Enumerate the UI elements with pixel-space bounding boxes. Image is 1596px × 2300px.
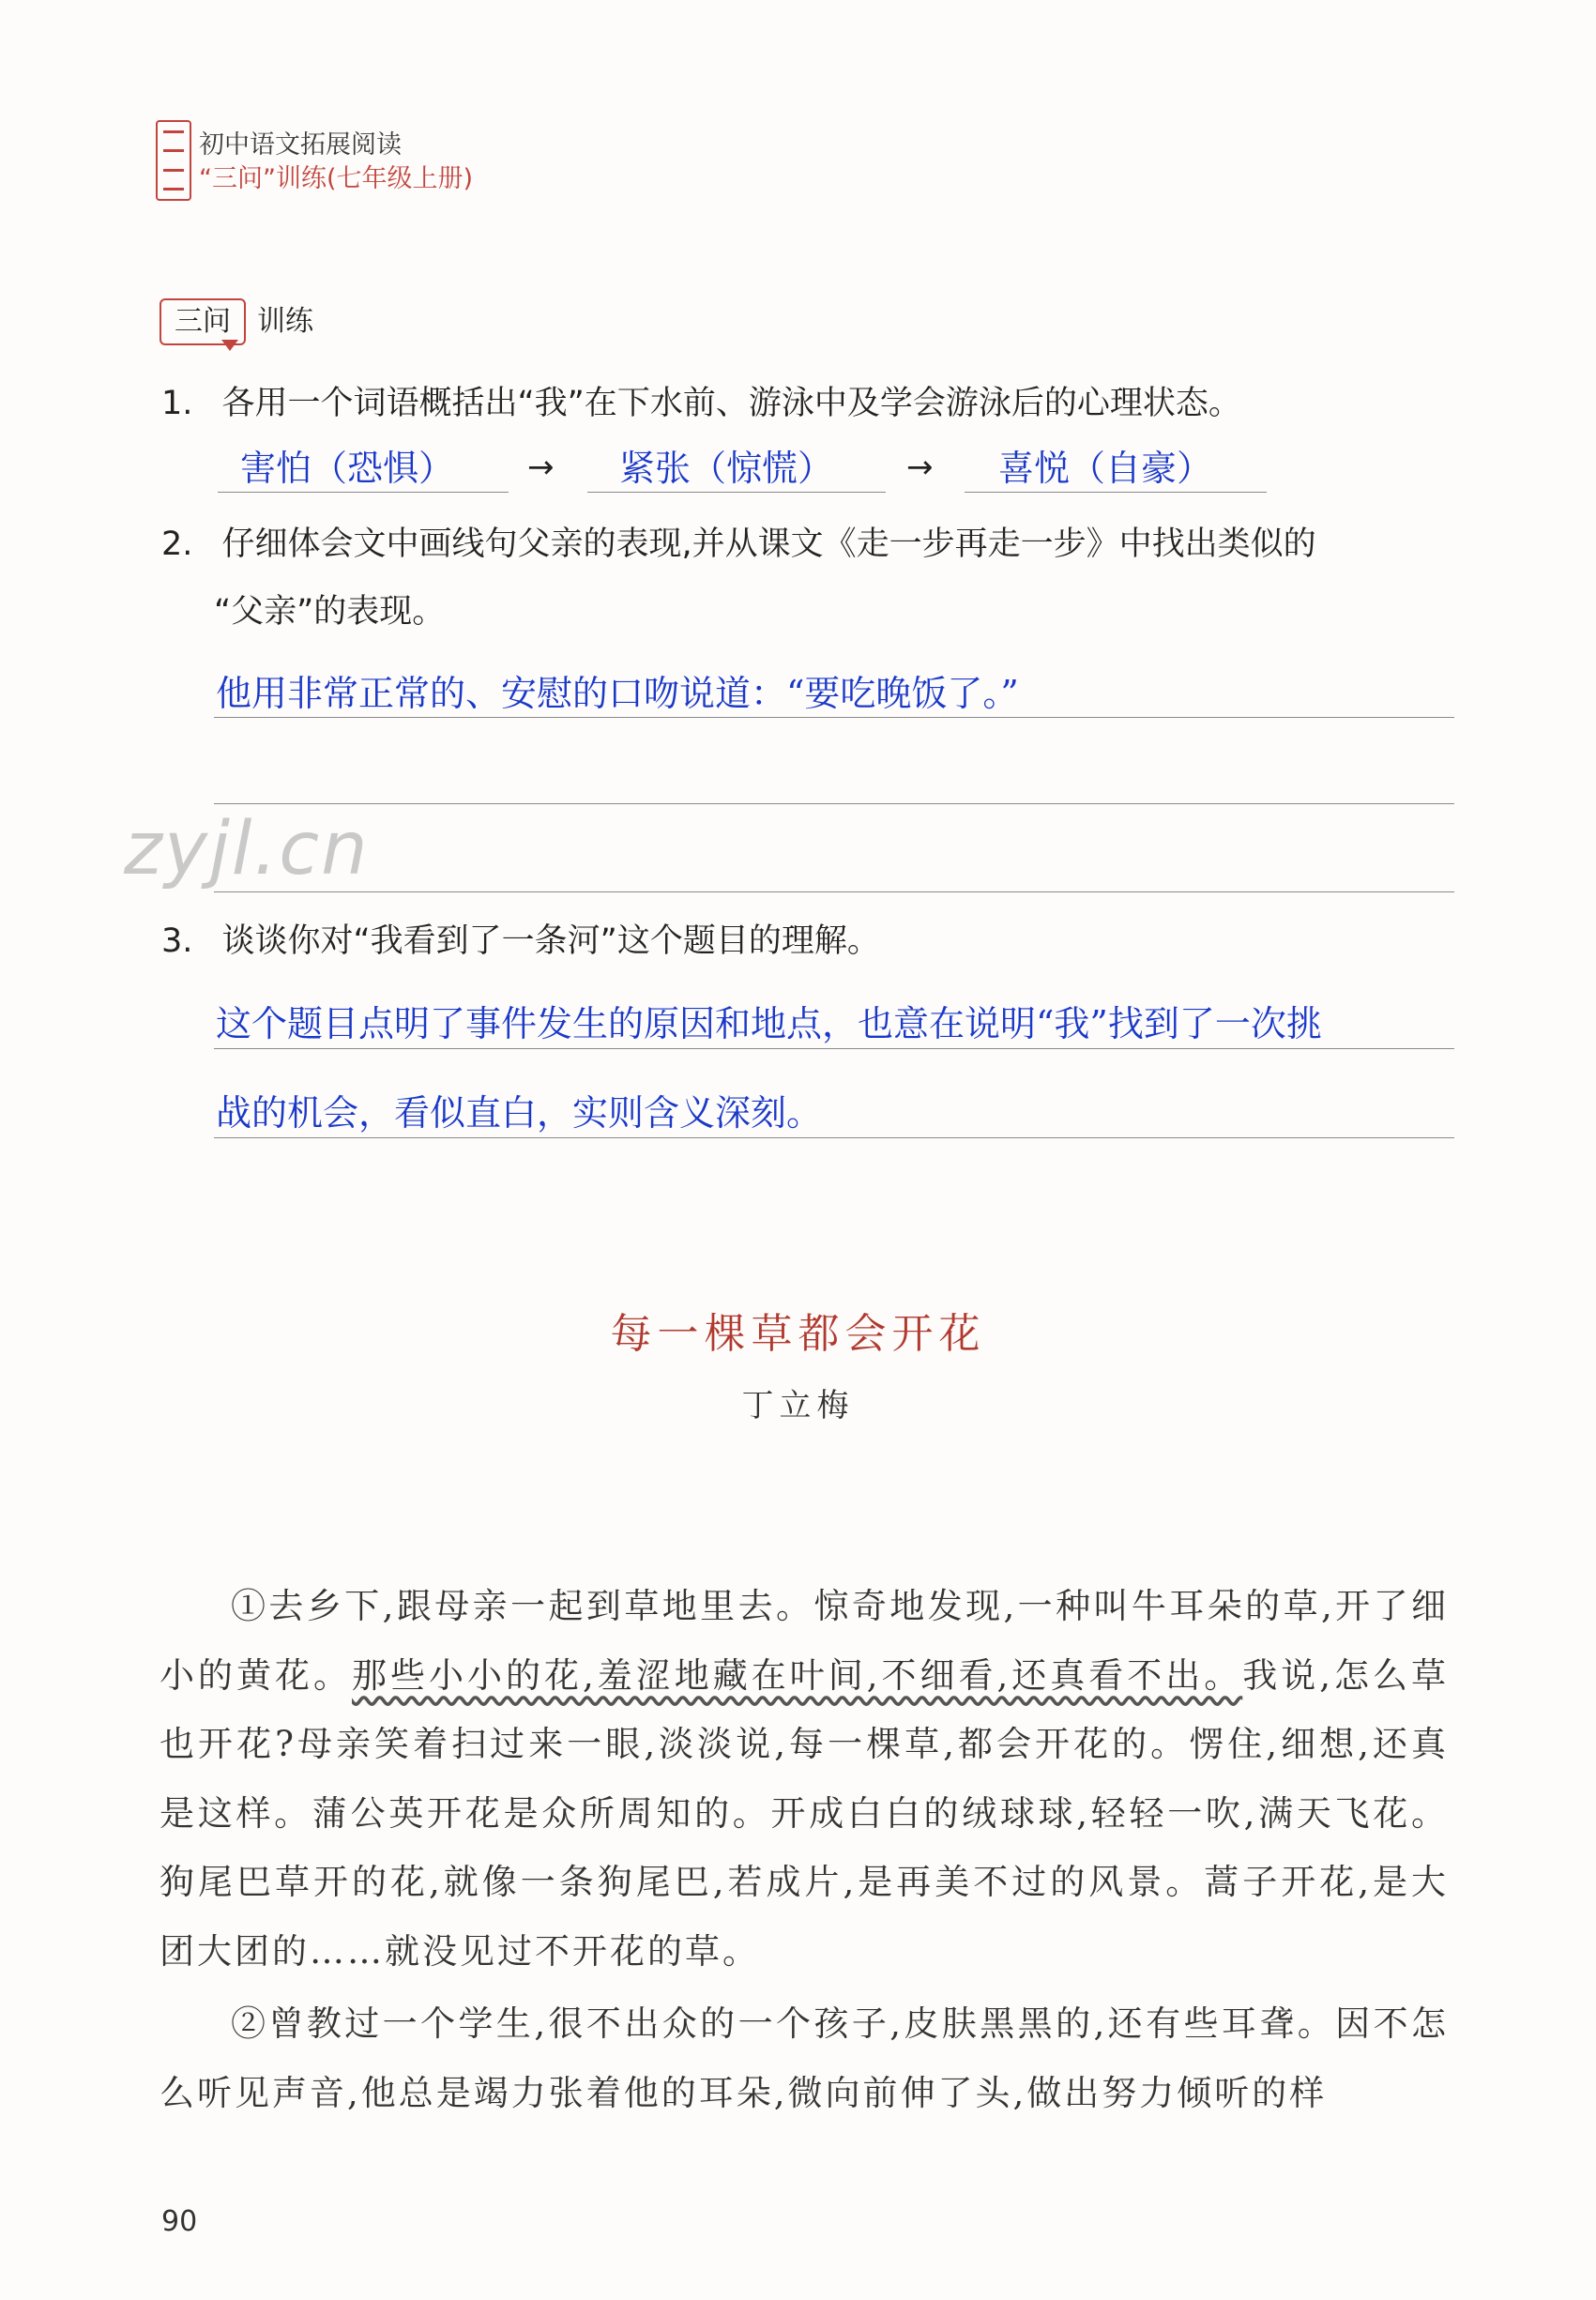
answer-line: [214, 803, 1454, 804]
answer-line: [214, 717, 1454, 718]
answer-line: [587, 492, 886, 493]
question-2: [161, 521, 1316, 568]
answer-line: [965, 492, 1267, 493]
article-paragraph-1: [160, 1572, 1449, 1986]
question-text: 各用一个词语概括出“我”在下水前、游泳中及学会游泳后的心理状态。: [221, 385, 1241, 422]
answer-1b: 紧张（惊慌）: [619, 448, 834, 489]
answer-line: [214, 1137, 1454, 1138]
article-author: 丁立梅: [741, 1387, 855, 1424]
paragraph-text: ①去乡下,跟母亲一起到草地里去。惊奇地发现,一种叫牛耳朵的草,开了细小的黄花。: [160, 1586, 1449, 1696]
arrow-icon: →: [527, 449, 555, 486]
question-number: 3.: [161, 922, 193, 960]
answer-line: [214, 891, 1454, 892]
book-title: “三问”训练(七年级上册): [199, 164, 474, 193]
paragraph-text: 我说,怎么草也开花?母亲笑着扫过来一眼,淡淡说,每一棵草,都会开花的。愣住,细想,还真是这样。蒲公英开花是众所周知的。开成白白的绒球球,轻轻一吹,满天飞花。狗尾巴草开的花,就像一条狗尾巴,若成片,是再美不过的风景。蒿子开花,是大团大团的……就没见过不开花的草。: [160, 1654, 1450, 1972]
watermark: zyjl.cn: [124, 807, 370, 891]
question-2-continued: “父亲”的表现。: [214, 593, 446, 631]
answer-1c: 喜悦（自豪）: [998, 448, 1213, 489]
answer-2: 他用非常正常的、安慰的口吻说道：“要吃晚饭了。”: [216, 673, 1019, 714]
question-3: [161, 918, 880, 965]
section-title: 训练: [257, 305, 313, 338]
question-number: 2.: [161, 525, 193, 563]
answer-line: [218, 492, 509, 493]
question-text: 谈谈你对“我看到了一条河”这个题目的理解。: [221, 922, 880, 960]
page-number: 90: [161, 2205, 198, 2238]
question-text: 仔细体会文中画线句父亲的表现,并从课文《走一步再走一步》中找出类似的: [221, 525, 1316, 563]
answer-3-line1: 这个题目点明了事件发生的原因和地点，也意在说明“我”找到了一次挑: [216, 1003, 1322, 1044]
article-paragraph-2: ②曾教过一个学生,很不出众的一个孩子,皮肤黑黑的,还有些耳聋。因不怎么听见声音,他总是竭力张着他的耳朵,微向前伸了头,做出努力倾听的样: [160, 2003, 1449, 2113]
section-badge: 三问: [160, 298, 246, 345]
article-title: 每一棵草都会开花: [610, 1310, 986, 1358]
question-number: 1.: [161, 385, 193, 422]
answer-1a: 害怕（恐惧）: [240, 448, 455, 489]
publisher-seal-icon: [156, 120, 191, 201]
answer-line: [214, 1048, 1454, 1049]
speech-bubble-tail-icon: [221, 340, 238, 351]
arrow-icon: →: [906, 449, 934, 486]
answer-3-line2: 战的机会，看似直白，实则含义深刻。: [216, 1092, 823, 1134]
underlined-sentence: 那些小小的花,羞涩地藏在叶间,不细看,还真看不出。: [352, 1654, 1243, 1696]
question-1: [161, 380, 1241, 427]
book-series-title: 初中语文拓展阅读: [199, 130, 402, 160]
